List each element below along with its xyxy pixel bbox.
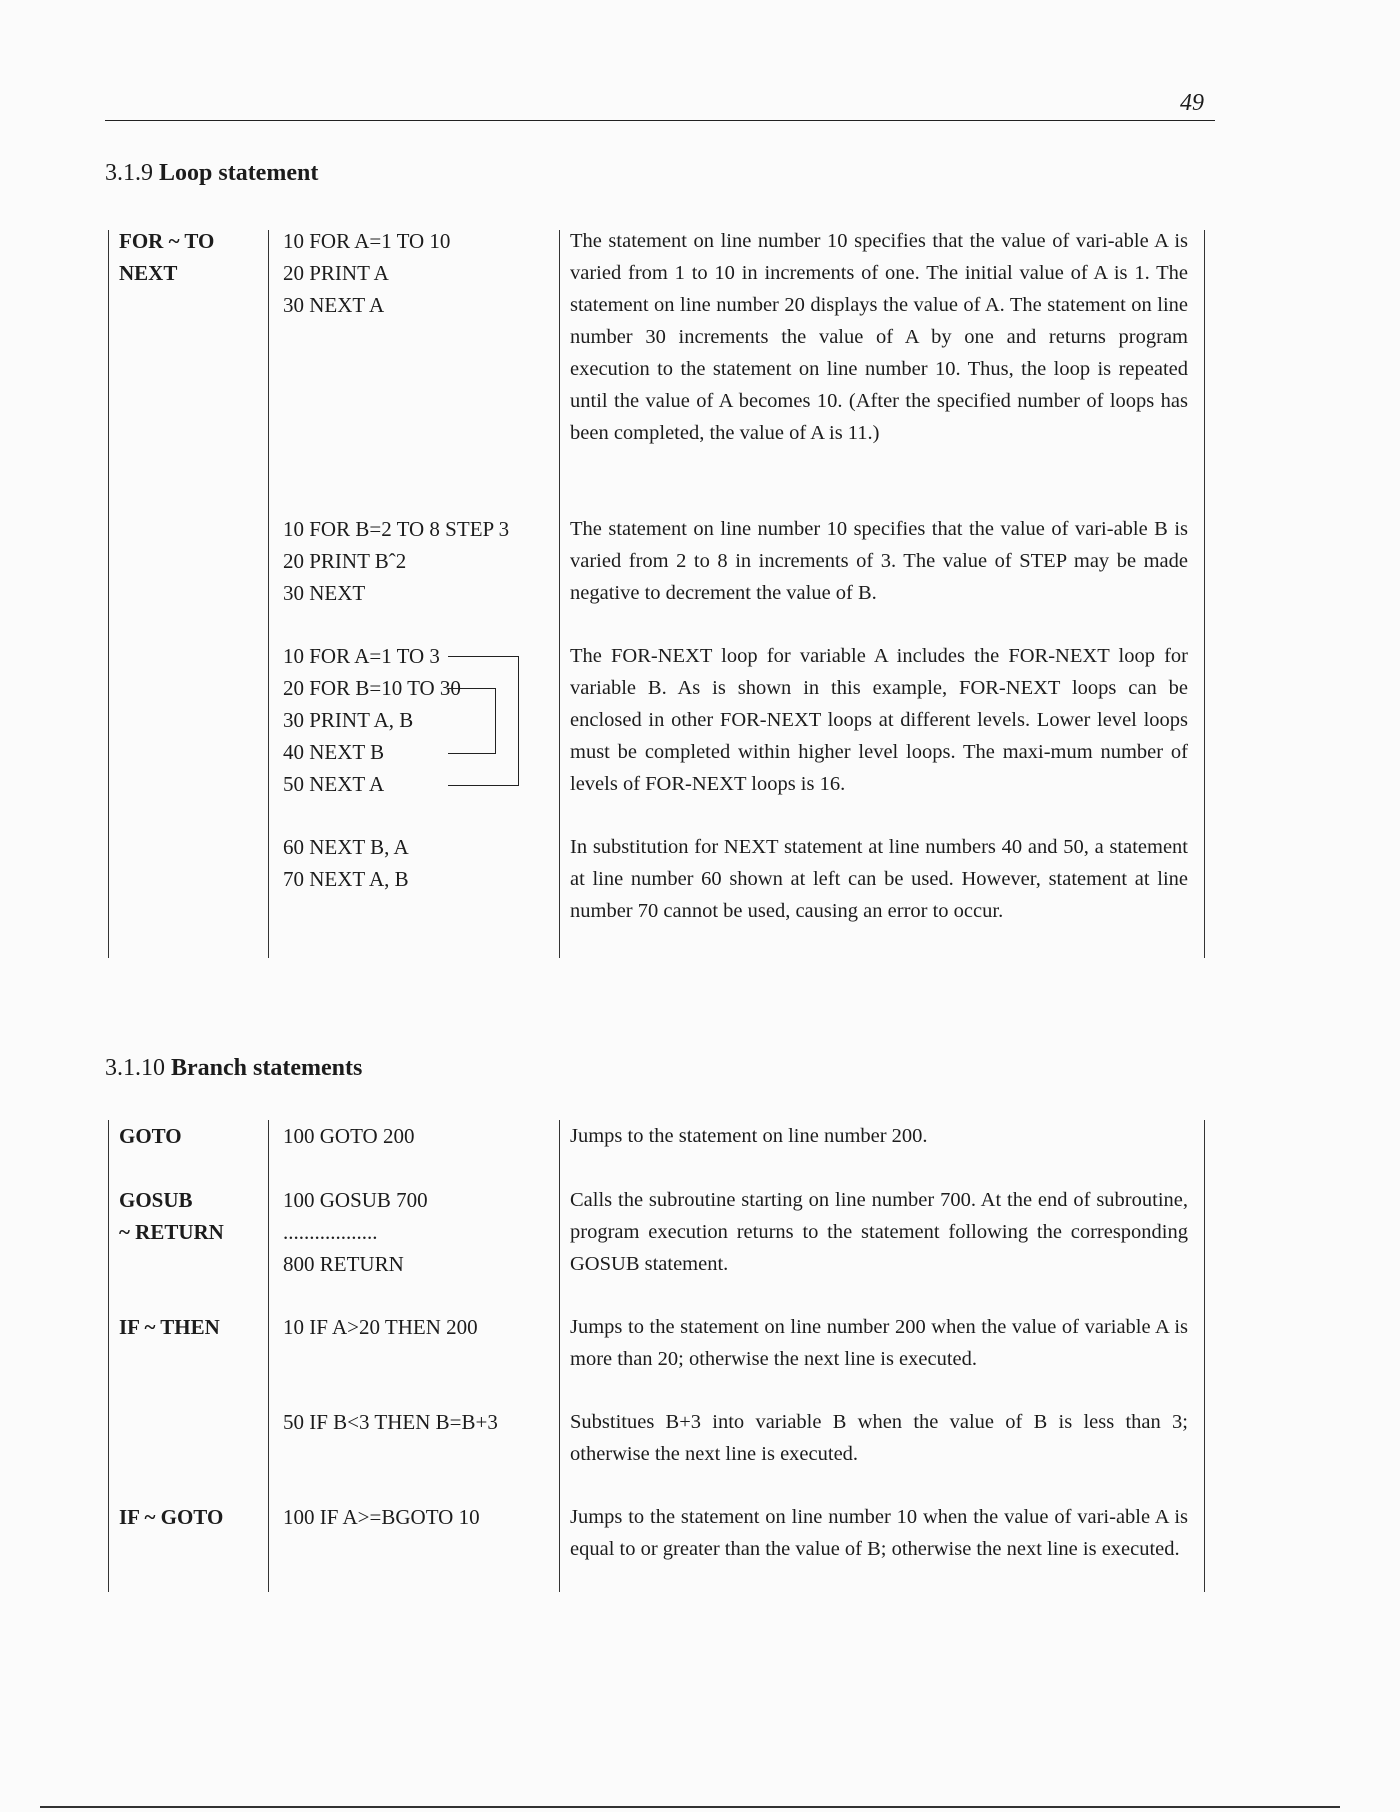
- page-number: 49: [1180, 90, 1204, 116]
- code-line: 40 NEXT B: [283, 740, 385, 764]
- code-listing: [283, 831, 409, 895]
- column-rule: [268, 230, 269, 958]
- section-title-branch: [105, 1055, 362, 1082]
- term-label: GOSUB: [119, 1188, 193, 1212]
- code-listing: [283, 1501, 480, 1533]
- code-line: 30 PRINT A, B: [283, 708, 414, 732]
- column-rule: [268, 1120, 269, 1592]
- term-label: IF ~ THEN: [119, 1315, 220, 1339]
- code-listing: [283, 1311, 478, 1343]
- description-text: Calls the subroutine starting on line number 700. At the end of subroutine, program execution returns to the statement following the corresponding GOSUB statement.: [570, 1189, 1188, 1275]
- code-line: 800 RETURN: [283, 1252, 404, 1276]
- column-rule: [559, 1120, 560, 1592]
- section-number: 3.1.10: [105, 1055, 165, 1081]
- term-cell: [119, 1120, 182, 1152]
- code-line: 20 PRINT A: [283, 261, 389, 285]
- section-heading: Loop statement: [159, 160, 319, 186]
- description-text: The statement on line number 10 specifies that the value of vari-able B is varied from 2 to 8 in increments of 3. The value of STEP may be made negative to decrement the value of B.: [570, 518, 1188, 604]
- code-listing: [283, 640, 461, 800]
- code-line: 20 FOR B=10 TO 30: [283, 676, 461, 700]
- description-text: Jumps to the statement on line number 200.: [570, 1125, 928, 1147]
- code-line: 60 NEXT B, A: [283, 835, 409, 859]
- description-text: The statement on line number 10 specifies that the value of vari-able A is varied from 1 to 10 in increments of one. The initial value of A is 1. The statement on line number 20 displays the value of A. The statement on line number 30 increments the value of A by one and returns program execution to the statement on line number 10. Thus, the loop is repeated until the value of A becomes 10. (After the specified number of loops has been completed, the value of A is 11.): [570, 230, 1188, 444]
- column-rule: [559, 230, 560, 958]
- section-title-loop: [105, 160, 318, 187]
- code-line: 100 GOTO 200: [283, 1124, 415, 1148]
- column-rule: [108, 1120, 109, 1592]
- description-text: Jumps to the statement on line number 200 when the value of variable A is more than 20; otherwise the next line is executed.: [570, 1316, 1188, 1370]
- term-cell: [119, 1311, 220, 1343]
- section-heading: Branch statements: [171, 1055, 363, 1081]
- code-listing: [283, 225, 450, 321]
- page-bottom-edge: [40, 1806, 1340, 1808]
- term-label: NEXT: [119, 261, 178, 285]
- section-number: 3.1.9: [105, 160, 153, 186]
- code-line: 10 FOR A=1 TO 10: [283, 229, 451, 253]
- code-listing: [283, 1184, 428, 1280]
- code-line: 70 NEXT A, B: [283, 867, 409, 891]
- code-listing: [283, 1406, 498, 1438]
- column-rule: [1204, 230, 1205, 958]
- term-cell: [119, 225, 214, 289]
- code-line: 50 NEXT A: [283, 772, 385, 796]
- code-line: 10 FOR B=2 TO 8 STEP 3: [283, 517, 510, 541]
- term-cell: [119, 1184, 224, 1248]
- code-line: 100 IF A>=BGOTO 10: [283, 1505, 480, 1529]
- code-line: 20 PRINT Bˆ2: [283, 549, 407, 573]
- description-text: The FOR-NEXT loop for variable A includes the FOR-NEXT loop for variable B. As is shown in this example, FOR-NEXT loops can be enclosed in other FOR-NEXT loops at different levels. Lower level loops must be completed within higher level loops. The maxi-mum number of levels of FOR-NEXT loops is 16.: [570, 645, 1188, 795]
- code-line: 100 GOSUB 700: [283, 1188, 428, 1212]
- term-label: GOTO: [119, 1124, 182, 1148]
- code-line: 30 NEXT A: [283, 293, 385, 317]
- term-label: IF ~ GOTO: [119, 1505, 224, 1529]
- code-line: ..................: [283, 1220, 378, 1244]
- term-cell: [119, 1501, 223, 1533]
- code-listing: [283, 513, 509, 609]
- description-text: Substitues B+3 into variable B when the value of B is less than 3; otherwise the next line is executed.: [570, 1411, 1188, 1465]
- column-rule: [1204, 1120, 1205, 1592]
- column-rule: [108, 230, 109, 958]
- code-listing: [283, 1120, 414, 1152]
- code-line: 30 NEXT: [283, 581, 366, 605]
- code-line: 50 IF B<3 THEN B=B+3: [283, 1410, 498, 1434]
- description-text: Jumps to the statement on line number 10 when the value of vari-able A is equal to or greater than the value of B; otherwise the next line is executed.: [570, 1506, 1188, 1560]
- description-text: In substitution for NEXT statement at line numbers 40 and 50, a statement at line number 60 shown at left can be used. However, statement at line number 70 cannot be used, causing an error to occur.: [570, 836, 1188, 922]
- header-rule: [105, 120, 1215, 121]
- term-label: FOR ~ TO: [119, 229, 215, 253]
- code-line: 10 IF A>20 THEN 200: [283, 1315, 478, 1339]
- inner-loop-bracket: [448, 688, 496, 754]
- term-label: ~ RETURN: [119, 1220, 224, 1244]
- code-line: 10 FOR A=1 TO 3: [283, 644, 440, 668]
